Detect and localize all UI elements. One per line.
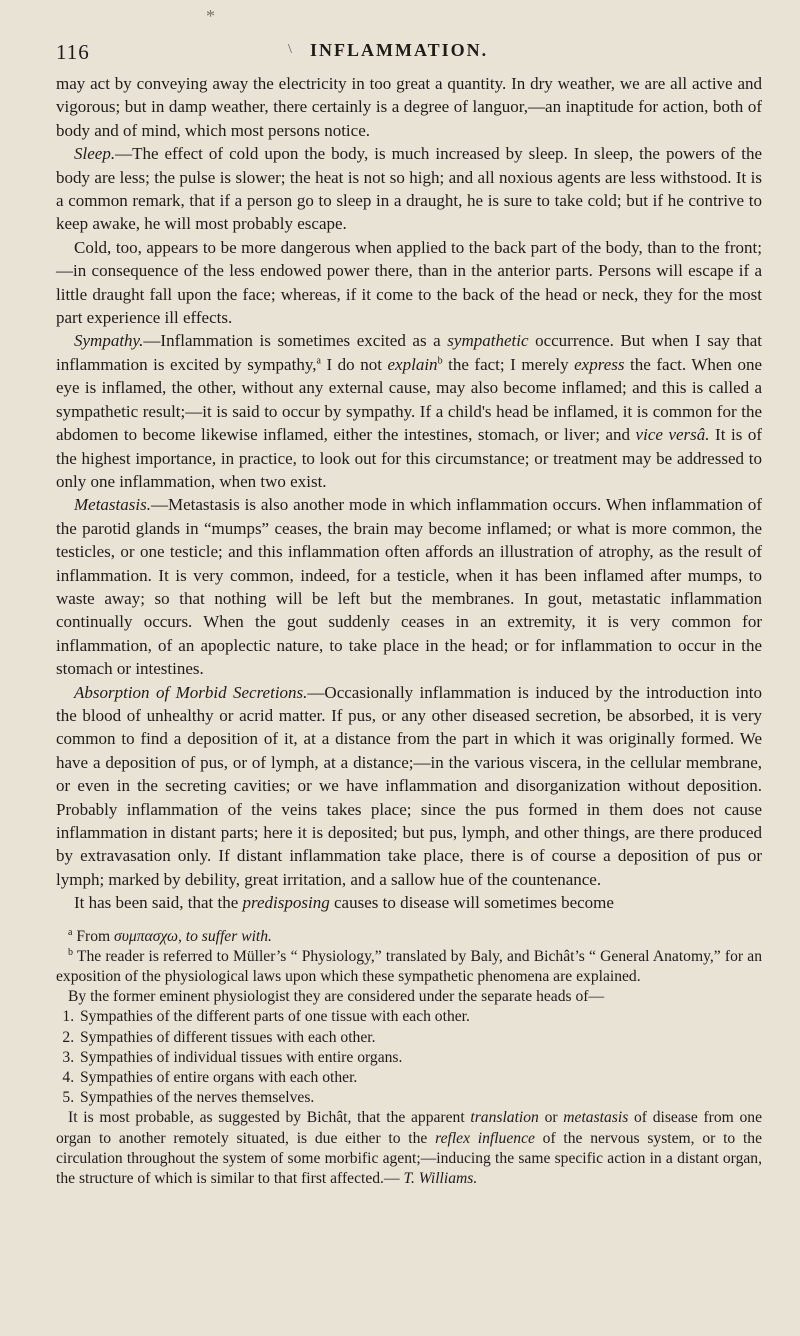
section-heading: Sleep. [74,144,116,164]
paragraph-cold: Cold, too, appears to be more dangerous when applied to the back part of the body, than to the front;—in consequence of the less endowed power there, than in the anterior parts. Persons will escape if a little draught fall upon the face; whereas, if it come to the back of the head or neck, they for the most part experience ill effects. [56,237,762,328]
footnotes [56,927,762,1190]
list-item: 2. Sympathies of different tissues with each other. [78,1028,762,1048]
footnote-c: It is most probable, as suggested by Bichât, that the apparent translation or metastasis of disease from one organ to another remotely situated, is due either to the reflex influence of the nervous system, or to the circulation throughout the system of some morbific agent;—inducing the same specific action in a distant organ, the structure of which is similar to that first affected.— T. Williams. [56,1109,763,1188]
list-item: 5. Sympathies of the nerves themselves. [78,1088,762,1108]
page-number: 116 [56,40,90,64]
page-header [56,6,762,72]
paragraph-predisposing: It has been said, that the predisposing causes to disease will sometimes become [74,893,614,913]
footnote-b-lead: By the former eminent physiologist they are considered under the separate heads of— [68,988,605,1006]
section-heading: Absorption of Morbid Secretions. [74,682,308,702]
running-title: INFLAMMATION. [310,40,489,60]
paragraph: may act by conveying away the electricity in too great a quantity. In dry weather, we are all active and vigorous; but in damp weather, there certainly is a degree of languor,—an inaptitude for action, both of body and of mind, which most persons notice. [56,74,762,140]
paragraph-sympathy: Sympathy.—Inflammation is sometimes excited as a sympathetic occurrence. But when I say that inflammation is excited by sympathy,$^a$ I do not explain$^b$ the fact; I merely express the fact. When one eye is inflamed, the other, without any external cause, may also become inflamed; and this is called a sympathetic result;—it is said to occur by sympathy. If a child's head be inflamed, it is common for the abdomen to become likewise inflamed, either the intestines, stomach, or liver; and vice versâ. It is of the highest importance, in practice, to look out for this circumstance; or treatment may be addressed to only one inflammation, when two exist. [56,331,763,491]
list-item: 1. Sympathies of the different parts of one tissue with each other. [78,1007,762,1027]
paragraph-absorption: Absorption of Morbid Secretions.—Occasionally inflammation is induced by the introduction into the blood of unhealthy or acrid matter. If pus, or any other diseased secretion, be absorbed, it is very common to find a deposition of it, at a distance from the part in which it was originally formed. We have a deposition of pus, or of lymph, at a distance;—in the various viscera, in the cellular membrane, or even in the secreting cavities; or we have inflammation and disorganization without deposition. Probably inflammation of the veins takes place; since the pus formed in them does not cause inflammation in distant parts; here it is deposited; but pus, lymph, and other things, are there produced by extravasation only. If distant inflammation take place, there is of course a deposition of pus or lymph; marked by debility, great irritation, and a sallow hue of the countenance. [56,682,763,889]
signature: T. Williams. [403,1170,478,1188]
section-heading: Metastasis. [74,495,151,515]
footnote-b: $^b$ The reader is referred to Müller’s “ Physiology,” translated by Baly, and Bichât’s “ General Anatomy,” for an exposition of the physiological laws upon which these sympathetic phenomena are explained. [56,946,762,986]
sympathy-list [56,1007,762,1108]
paragraph-metastasis: Metastasis.—Metastasis is also another mode in which inflammation occurs. When inflammation of the parotid glands in “mumps” ceases, the brain may become inflamed; or what is more common, the testicles, or one testicle; and this inflammation often affords an illustration of atrophy, as the result of inflammation. It is very common, indeed, for a testicle, when it has been inflamed after mumps, to waste away; so that nothing will be left but the membranes. In gout, metastatic inflammation continually occurs. When the gout suddenly ceases in an extremity, it is very common for inflammation, of an apoplectic nature, to take place in the head; or for inflammation to occur in the stomach or intestines. [56,495,762,679]
body-text [56,72,762,915]
ink-mark: \ [288,42,292,57]
list-item: 4. Sympathies of entire organs with each other. [78,1068,762,1088]
section-heading: Sympathy. [74,331,144,351]
paragraph-sleep: Sleep.—The effect of cold upon the body, is much increased by sleep. In sleep, the powers of the body are less; the pulse is slower; the heat is not so high; and all noxious agents are less withstood. It is a common remark, that if a person go to sleep in a draught, he is sure to take cold; but if he contrive to keep awake, he will most probably escape. [56,144,762,234]
list-item: 3. Sympathies of individual tissues with entire organs. [78,1048,762,1068]
ink-smudge: * [206,6,215,26]
footnote-ref: b [437,355,443,367]
footnote-ref: a [316,355,321,367]
footnote-a: $^a$ From συμπασχω, to suffer with. [68,926,272,945]
book-page [56,6,763,1189]
